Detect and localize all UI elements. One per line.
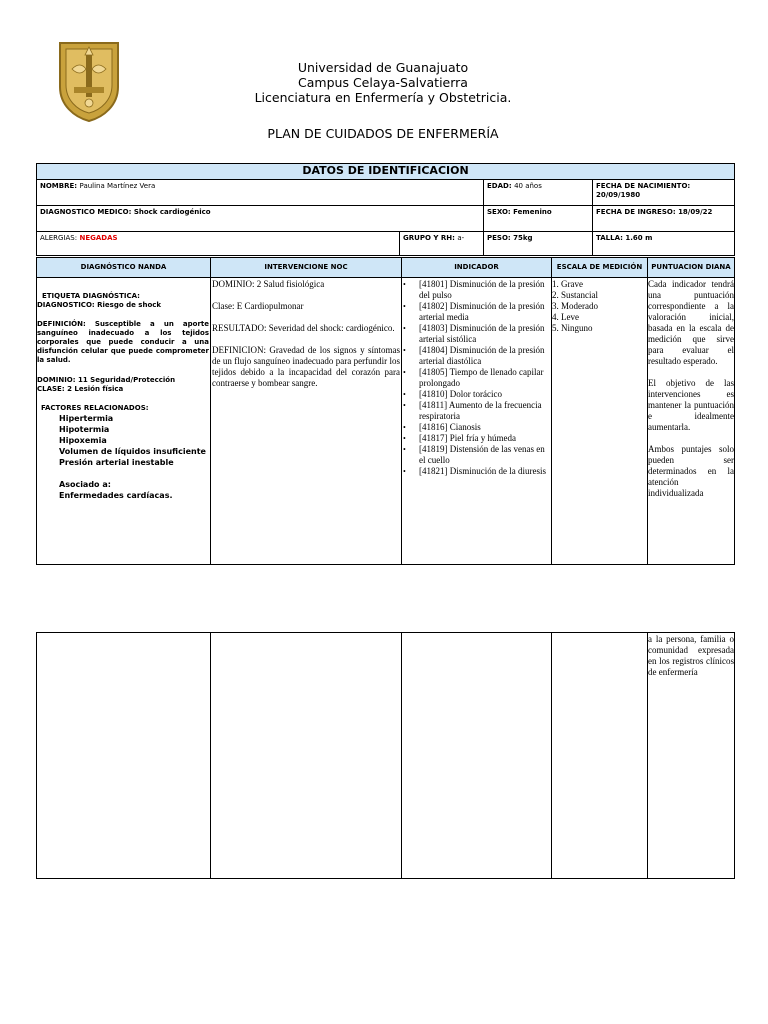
university-seal-logo [56,39,122,123]
sexo-value: Femenino [513,208,552,216]
definicion-label: DEFINICIÓN: [37,320,86,328]
continuation-cell [211,633,402,879]
grupo-rh-label: GRUPO Y RH: [403,234,455,242]
noc-definicion: DEFINICION: Gravedad de los signos y síntomas de un flujo sanguíneo inadecuado para perfundir los tejidos debido a la incapacidad del corazón para contraerse y bombear sangre. [212,345,400,388]
definicion-text: Susceptible a un aporte sanguíneo inadecuado a los tejidos corporales que puede conducir a una disfunción celular que puede comprometer la salud. [37,320,210,364]
nanda-clase: CLASE: 2 Lesión física [37,385,124,393]
asociado-label: Asociado a: [59,480,111,489]
puntuacion-continuation: a la persona, familia o comunidad expresada en los registros clínicos de enfermería [648,633,735,879]
escala-item: 4. Leve [552,312,579,322]
nanda-cell [37,278,211,565]
asociado-value: Enfermedades cardíacas. [59,491,173,500]
peso-cell [484,232,593,256]
continuation-cell [37,633,211,879]
column-header-escala: ESCALA DE MEDICIÓN [552,258,648,278]
document-header [200,60,566,105]
continuation-cell [402,633,552,879]
indicador-item: • [41803] Disminución de la presión arterial sistólica [402,323,550,345]
campus-name: Campus Celaya-Salvatierra [298,75,468,90]
indicador-item: • [41804] Disminución de la presión arterial diastólica [402,345,550,367]
fecha-nacimiento-value: 20/09/1980 [596,191,641,199]
noc-dominio: DOMINIO: 2 Salud fisiológica [212,279,325,289]
noc-resultado: RESULTADO: Severidad del shock: cardiogénico. [212,323,395,333]
identification-title: DATOS DE IDENTIFICACION [37,164,735,180]
nanda-dominio: DOMINIO: 11 Seguridad/Protección [37,376,176,384]
alergias-value: NEGADAS [79,234,118,242]
nanda-diagnostico: DIAGNOSTICO: Riesgo de shock [37,301,162,309]
talla-value: 1.60 m [625,234,653,242]
indicador-item: • [41817] Piel fría y húmeda [402,433,550,444]
escala-item: 1. Grave [552,279,583,289]
indicador-item: • [41801] Disminución de la presión del pulso [402,279,550,301]
factor-item: Hipertermia [59,414,114,423]
indicador-item: • [41811] Aumento de la frecuencia respiratoria [402,400,550,422]
identification-table [36,163,735,256]
fecha-ingreso-cell [593,206,735,232]
care-plan-table [36,257,735,565]
grupo-rh-value: a- [457,234,465,242]
nanda-definicion [37,320,210,365]
program-name: Licenciatura en Enfermería y Obstetricia. [254,90,512,105]
talla-cell [593,232,735,256]
indicador-item: • [41805] Tiempo de llenado capilar prolongado [402,367,550,389]
continuation-table [36,632,735,879]
diagnostico-label: DIAGNOSTICO MEDICO: [40,208,132,216]
escala-item: 3. Moderado [552,301,598,311]
column-header-noc: INTERVENCIONE NOC [211,258,402,278]
indicador-item: • [41821] Disminución de la diuresis [402,466,550,477]
puntuacion-paragraph: Ambos puntajes solo pueden ser determinados en la atención individualizada [648,444,734,498]
fecha-nacimiento-label: FECHA DE NACIMIENTO: [596,182,691,190]
factores-label: FACTORES RELACIONADOS: [41,404,149,412]
puntuacion-paragraph: El objetivo de las intervenciones es mantener la puntuación e idealmente aumentarla. [648,378,734,432]
alergias-label: ALERGIAS: [40,234,78,242]
factor-item: Presión arterial inestable [59,458,174,467]
noc-cell [211,278,402,565]
sexo-label: SEXO: [487,208,511,216]
alergias-cell [37,232,400,256]
factor-item: Hipotermia [59,425,110,434]
column-header-puntuacion: PUNTUACION DIANA [648,258,735,278]
continuation-cell [552,633,648,879]
etiqueta-label: ETIQUETA DIAGNÓSTICA: [42,292,140,300]
column-header-indicador: INDICADOR [402,258,552,278]
factor-item: Hipoxemia [59,436,107,445]
factores-list [37,413,210,468]
diagnostico-cell [37,206,484,232]
fecha-ingreso-value: 18/09/22 [678,208,713,216]
edad-cell [484,180,593,206]
diagnostico-value: Shock cardiogénico [133,208,211,216]
puntuacion-paragraph: Cada indicador tendrá una puntuación correspondiente a la valoración inicial, basada en la escala de medición que sirve para evaluar el resultado esperado. [648,279,734,366]
escala-item: 5. Ninguno [552,323,593,333]
indicador-cell [402,278,552,565]
sexo-cell [484,206,593,232]
fecha-nacimiento-cell [593,180,735,206]
escala-cell [552,278,648,565]
document-title: PLAN DE CUIDADOS DE ENFERMERÍA [267,126,499,141]
grupo-rh-cell [400,232,484,256]
noc-clase: Clase: E Cardiopulmonar [212,301,304,311]
indicador-list [402,279,550,477]
indicador-item: • [41819] Distensión de las venas en el cuello [402,444,550,466]
column-header-nanda: DIAGNÓSTICO NANDA [37,258,211,278]
fecha-ingreso-label: FECHA DE INGRESO: [596,208,676,216]
indicador-item: • [41802] Disminución de la presión arterial media [402,301,550,323]
nombre-cell [37,180,484,206]
peso-value: 75kg [513,234,533,242]
escala-item: 2. Sustancial [552,290,598,300]
indicador-item: • [41816] Cianosis [402,422,550,433]
edad-value: 40 años [514,182,542,190]
talla-label: TALLA: [596,234,623,242]
nombre-value: Paulina Martínez Vera [79,182,156,190]
edad-label: EDAD: [487,182,512,190]
university-name: Universidad de Guanajuato [297,60,469,75]
peso-label: PESO: [487,234,511,242]
puntuacion-cell [648,278,735,565]
factor-item: Volumen de líquidos insuficiente [59,447,206,456]
indicador-item: • [41810] Dolor torácico [402,389,550,400]
nombre-label: NOMBRE: [40,182,78,190]
